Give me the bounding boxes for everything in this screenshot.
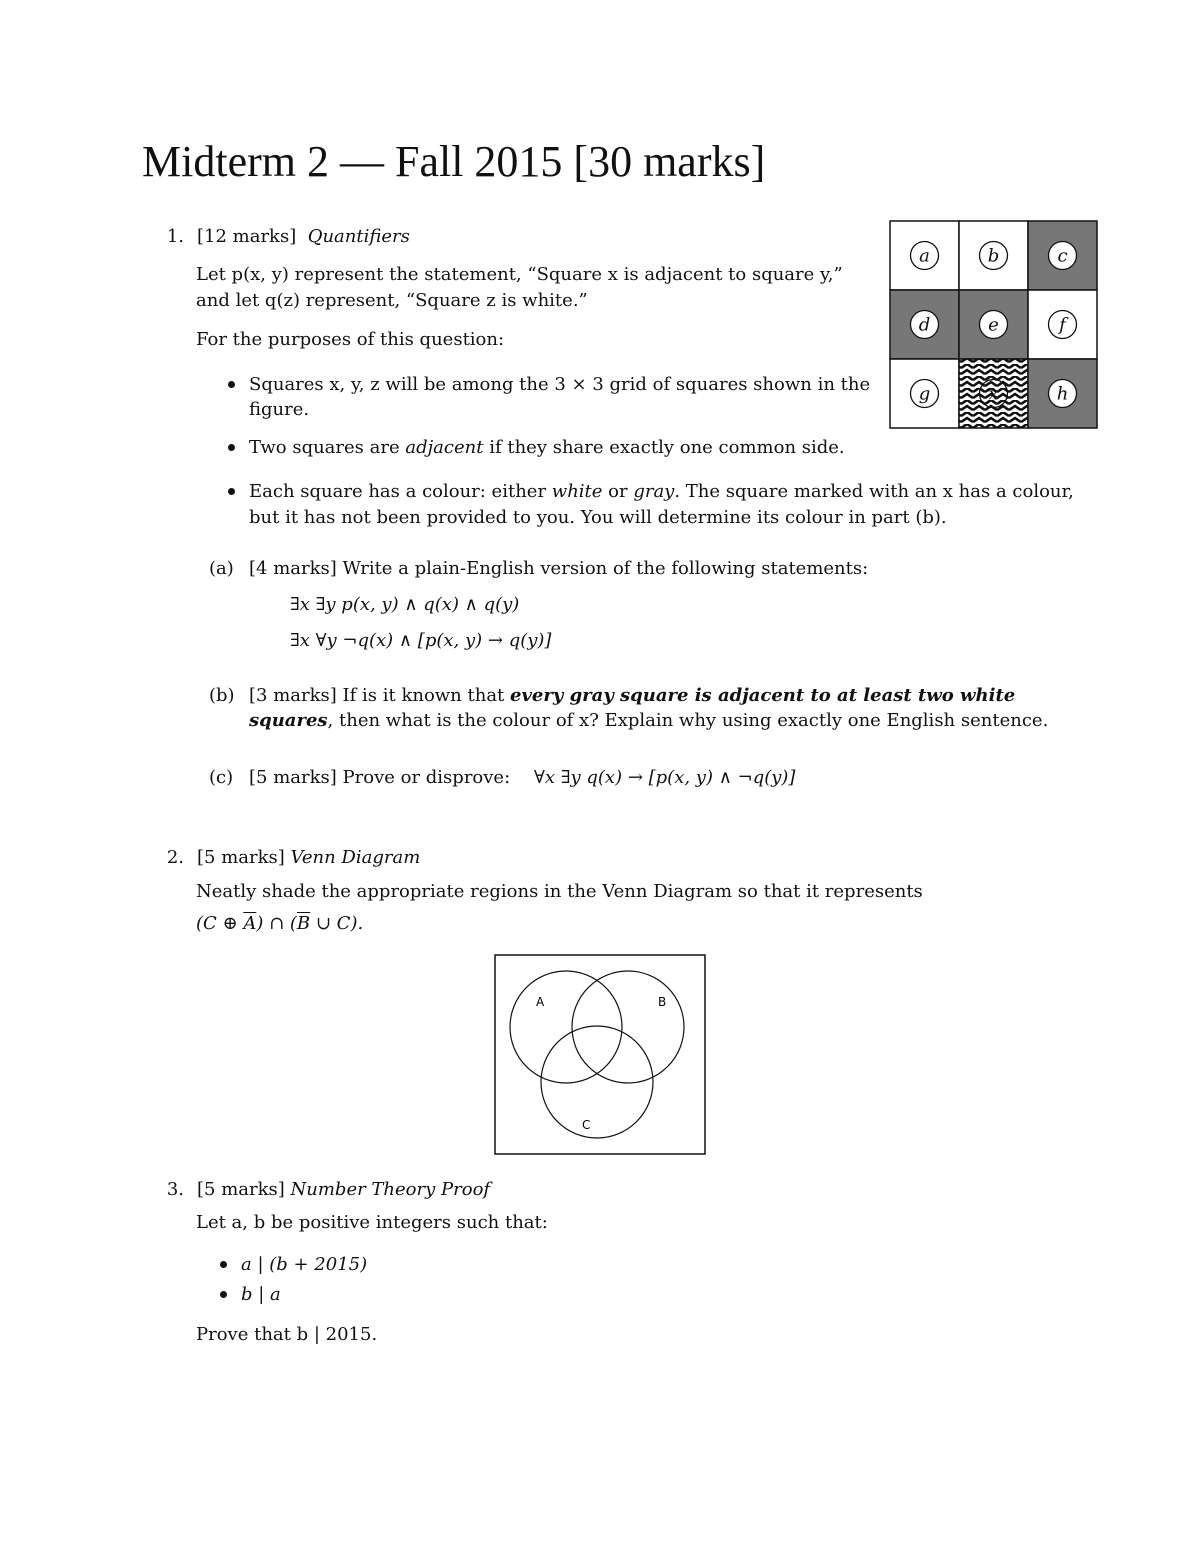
q2-number: 2. <box>166 847 184 868</box>
q2-topic: Venn Diagram <box>290 847 421 868</box>
grid-cell-label-e: e <box>988 314 999 336</box>
q1-line2: and let q(z) represent, “Square z is white.” <box>196 290 588 311</box>
q1-bullet2-pre: Two squares are <box>249 437 406 458</box>
q1-bullet2-em: adjacent <box>405 437 484 458</box>
bullet-icon <box>220 1291 227 1298</box>
grid-cell-label-b: b <box>987 245 1000 267</box>
q1-topic: Quantifiers <box>307 226 410 247</box>
q1a-text <box>249 556 868 582</box>
q1a-statement-1: ∃x ∃y p(x, y) ∧ q(x) ∧ q(y) <box>290 594 520 615</box>
grid-cell-label-a: a <box>919 245 930 267</box>
q1b-marks: [3 marks] <box>249 685 337 706</box>
q2-expr-a-complement: $\overline{A}$ <box>243 913 257 934</box>
square-grid-figure <box>889 220 1098 429</box>
grid-cell-label-c: c <box>1057 245 1068 267</box>
q3-header <box>197 1177 490 1203</box>
q1-bullet1-line2: figure. <box>249 399 310 420</box>
q1-marks: [12 marks] <box>197 226 297 247</box>
q1b-pre: If is it known that <box>342 685 511 706</box>
q1-header <box>197 224 410 250</box>
q2-expr-b-complement: $\overline{B}$ <box>296 913 311 934</box>
q2-expression <box>196 911 363 937</box>
q3-line1: Let a, b be positive integers such that: <box>196 1212 548 1233</box>
q1a-statement-2: ∃x ∀y ¬q(x) ∧ [p(x, y) → q(y)] <box>290 630 552 651</box>
bullet-icon <box>220 1261 227 1268</box>
page-title: Midterm 2 — Fall 2015 [30 marks] <box>142 137 766 186</box>
q1-bullet3-line1 <box>249 479 1074 505</box>
venn-label-b: B <box>658 995 667 1009</box>
q1c-statement: ∀x ∃y q(x) → [p(x, y) ∧ ¬q(y)] <box>534 767 796 788</box>
q2-header <box>197 845 420 871</box>
q1-line1: Let p(x, y) represent the statement, “Square x is adjacent to square y,” <box>196 264 843 285</box>
q1b-label: (b) <box>209 685 235 706</box>
q2-expr-mid: ) ∩ ( <box>256 913 297 934</box>
q1-bullet3-white: white <box>551 481 603 502</box>
grid-cell-label-g: g <box>918 383 931 405</box>
grid-cell-label-f: f <box>1059 314 1066 336</box>
q3-topic: Number Theory Proof <box>290 1179 491 1200</box>
q2-line1: Neatly shade the appropriate regions in the Venn Diagram so that it represents <box>196 881 923 902</box>
q1b-emphasis: every gray square is adjacent to at least two white <box>510 685 1016 706</box>
q1-number: 1. <box>166 226 184 247</box>
q3-bullet1: a | (b + 2015) <box>241 1254 368 1275</box>
q1-bullet2 <box>249 435 845 461</box>
q1a-prompt: Write a plain-English version of the following statements: <box>342 558 869 579</box>
q1-bullet3-line2: but it has not been provided to you. You will determine its colour in part (b). <box>249 507 947 528</box>
grid-cell-label-h: h <box>1056 383 1069 405</box>
q1c-prompt: Prove or disprove: <box>342 767 511 788</box>
q1-bullet2-post: if they share exactly one common side. <box>483 437 845 458</box>
q1c-marks: [5 marks] <box>249 767 337 788</box>
q3-conclusion: Prove that b | 2015. <box>196 1324 378 1345</box>
venn-label-c: C <box>582 1118 591 1132</box>
q1c-label: (c) <box>209 767 234 788</box>
q1b-post: , then what is the colour of x? Explain why using exactly one English sentence. <box>327 710 1049 731</box>
q2-marks: [5 marks] <box>197 847 285 868</box>
venn-label-a: A <box>536 995 545 1009</box>
q1-bullet3-gray: gray <box>633 481 675 502</box>
q1b-text-line2 <box>249 708 1048 734</box>
venn-diagram <box>494 954 706 1155</box>
q3-marks: [5 marks] <box>197 1179 285 1200</box>
grid-cell-label-d: d <box>918 314 931 336</box>
q2-expr-open: (C ⊕ <box>196 913 244 934</box>
q1c-text <box>249 765 510 791</box>
q1a-label: (a) <box>209 558 234 579</box>
q2-expr-close: ∪ C). <box>310 913 364 934</box>
grid-cell-label-x: x <box>988 383 999 405</box>
q1b-emphasis-2: squares <box>249 710 328 731</box>
q1a-marks: [4 marks] <box>249 558 337 579</box>
q1-bullet3-post: . The square marked with an x has a colour, <box>674 481 1074 502</box>
venn-universe-box <box>495 955 705 1154</box>
q1b-text <box>249 683 1113 709</box>
q3-number: 3. <box>166 1179 184 1200</box>
q1-bullet3-pre: Each square has a colour: either <box>249 481 552 502</box>
q1-bullet1-line1: Squares x, y, z will be among the 3 × 3 grid of squares shown in the <box>249 374 871 395</box>
q3-bullet2: b | a <box>241 1284 281 1305</box>
bullet-icon <box>228 444 235 451</box>
q1-purposes: For the purposes of this question: <box>196 329 505 350</box>
bullet-icon <box>228 488 235 495</box>
bullet-icon <box>228 381 235 388</box>
q1-bullet3-or: or <box>602 481 634 502</box>
